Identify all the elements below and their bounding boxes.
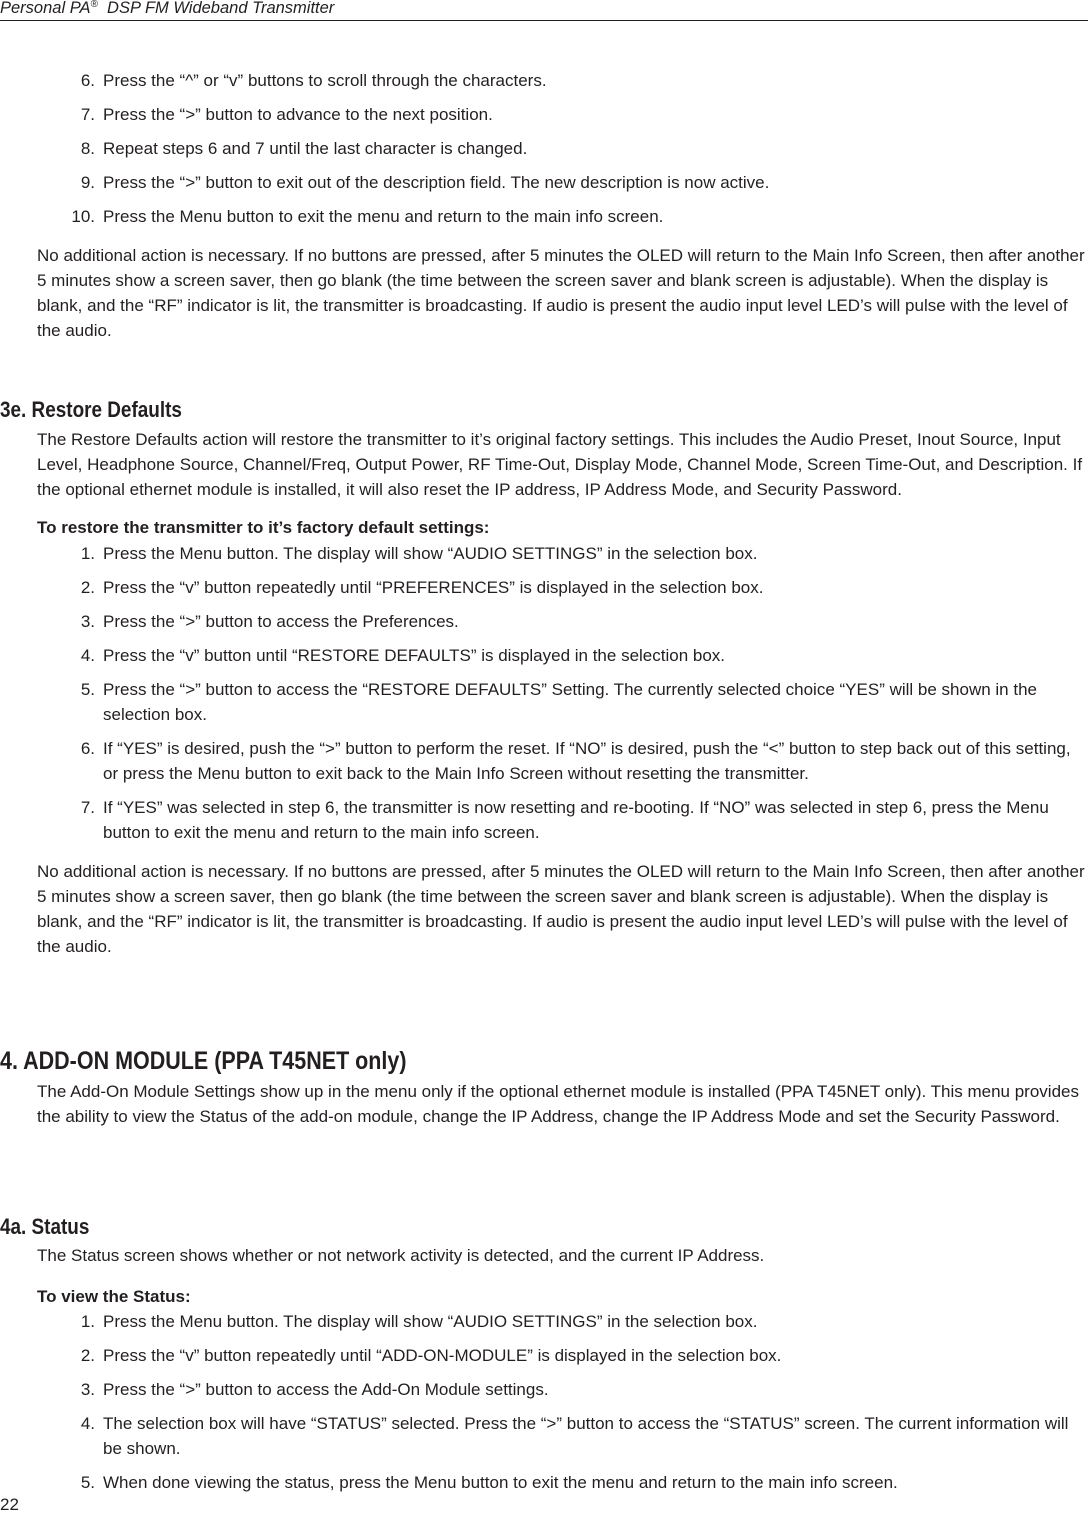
- list-item: [0, 1470, 1088, 1495]
- step-number: 4.: [80, 646, 95, 665]
- step-text: If “YES” is desired, push the “>” button to perform the reset. If “NO” is desired, push the “<” button to step back out of this setting, or press the Menu button to exit back to the Main Info Screen without resetting the transmitter.: [103, 739, 1071, 783]
- list-item: [0, 575, 1088, 600]
- step-text: Press the Menu button. The display will show “AUDIO SETTINGS” in the selection box.: [103, 1312, 758, 1331]
- restore-steps-list: [0, 541, 1088, 854]
- step-text: Press the Menu button to exit the menu and return to the main info screen.: [103, 207, 664, 226]
- step-number: 8.: [80, 139, 95, 158]
- list-item: [0, 643, 1088, 668]
- header-subtitle: DSP FM Wideband Transmitter: [107, 0, 335, 17]
- step-text: Press the “>” button to access the “RESTORE DEFAULTS” Setting. The currently selected choice “YES” will be shown in the selection box.: [103, 680, 1037, 724]
- list-item: [0, 677, 1088, 727]
- registered-mark: ®: [90, 0, 98, 10]
- list-item: [0, 102, 1088, 127]
- section-3e-closing: No additional action is necessary. If no buttons are pressed, after 5 minutes the OLED will return to the Main Info Screen, then after another 5 minutes show a screen saver, then go blank (the time between the screen saver and blank screen is adjustable). When the display is blank, and the “RF” indicator is lit, the transmitter is broadcasting. If audio is present the audio input level LED’s will pulse with the level of the audio.: [37, 862, 1085, 956]
- step-number: 1.: [80, 544, 95, 563]
- list-item: [0, 1377, 1088, 1402]
- step-text: Repeat steps 6 and 7 until the last character is changed.: [103, 139, 528, 158]
- no-action-paragraph: No additional action is necessary. If no buttons are pressed, after 5 minutes the OLED will return to the Main Info Screen, then after another 5 minutes show a screen saver, then go blank (the time between the screen saver and blank screen is adjustable). When the display is blank, and the “RF” indicator is lit, the transmitter is broadcasting. If audio is present the audio input level LED’s will pulse with the level of the audio.: [37, 246, 1085, 340]
- list-item: [0, 795, 1088, 845]
- step-text: Press the “^” or “v” buttons to scroll through the characters.: [103, 71, 547, 90]
- section-4a-subheading: To view the Status:: [37, 1287, 191, 1306]
- header-title: [0, 0, 334, 18]
- step-number: 5.: [80, 680, 95, 699]
- section-4-intro: The Add-On Module Settings show up in the menu only if the optional ethernet module is installed (PPA T45NET only). This menu provides the ability to view the Status of the add-on module, change the IP Address, change the IP Address Mode and set the Security Password.: [37, 1082, 1079, 1126]
- step-number: 3.: [80, 1380, 95, 1399]
- step-number: 6.: [80, 71, 95, 90]
- header-product: Personal PA: [0, 0, 91, 17]
- list-item: [0, 68, 1088, 93]
- section-4a-heading: 4a. Status: [0, 1214, 90, 1239]
- list-item: [0, 136, 1088, 161]
- continued-steps-list: [0, 68, 1088, 238]
- step-number: 3.: [80, 612, 95, 631]
- section-4-heading: 4. ADD-ON MODULE (PPA T45NET only): [0, 1047, 407, 1075]
- step-number: 9.: [80, 173, 95, 192]
- page-header: [0, 0, 1088, 21]
- section-3e-subheading: To restore the transmitter to it’s factory default settings:: [37, 518, 490, 537]
- step-number: 7.: [80, 105, 95, 124]
- list-item: [0, 170, 1088, 195]
- list-item: [0, 609, 1088, 634]
- list-item: [0, 1343, 1088, 1368]
- section-3e-heading: 3e. Restore Defaults: [0, 397, 182, 422]
- list-item: [0, 1309, 1088, 1334]
- status-steps-list: [0, 1309, 1088, 1504]
- list-item: [0, 204, 1088, 229]
- step-text: Press the “>” button to access the Add-On Module settings.: [103, 1380, 549, 1399]
- step-number: 4.: [80, 1414, 95, 1433]
- step-text: Press the “v” button repeatedly until “PREFERENCES” is displayed in the selection box.: [103, 578, 764, 597]
- step-text: Press the “>” button to exit out of the description field. The new description is now active.: [103, 173, 770, 192]
- step-text: Press the Menu button. The display will show “AUDIO SETTINGS” in the selection box.: [103, 544, 758, 563]
- list-item: [0, 736, 1088, 786]
- step-text: Press the “>” button to advance to the next position.: [103, 105, 493, 124]
- step-text: If “YES” was selected in step 6, the transmitter is now resetting and re-booting. If “NO” was selected in step 6, press the Menu button to exit the menu and return to the main info screen.: [103, 798, 1049, 842]
- step-text: When done viewing the status, press the Menu button to exit the menu and return to the main info screen.: [103, 1473, 898, 1492]
- section-4a-intro: The Status screen shows whether or not network activity is detected, and the current IP Address.: [37, 1246, 765, 1265]
- list-item: [0, 1411, 1088, 1461]
- page-number: 22: [0, 1495, 19, 1514]
- step-text: Press the “>” button to access the Preferences.: [103, 612, 459, 631]
- step-number: 10.: [71, 207, 95, 226]
- step-text: Press the “v” button repeatedly until “ADD-ON-MODULE” is displayed in the selection box.: [103, 1346, 782, 1365]
- step-text: Press the “v” button until “RESTORE DEFAULTS” is displayed in the selection box.: [103, 646, 726, 665]
- step-number: 7.: [80, 798, 95, 817]
- list-item: [0, 541, 1088, 566]
- step-number: 2.: [80, 1346, 95, 1365]
- section-3e-intro: The Restore Defaults action will restore the transmitter to it’s original factory settings. This includes the Audio Preset, Inout Source, Input Level, Headphone Source, Channel/Freq, Output Power, RF Time-Out, Display Mode, Channel Mode, Screen Time-Out, and Description. If the optional ethernet module is installed, it will also reset the IP address, IP Address Mode, and Security Password.: [37, 430, 1083, 499]
- step-number: 1.: [80, 1312, 95, 1331]
- step-number: 2.: [80, 578, 95, 597]
- step-number: 6.: [80, 739, 95, 758]
- step-number: 5.: [80, 1473, 95, 1492]
- step-text: The selection box will have “STATUS” selected. Press the “>” button to access the “STATUS” screen. The current information will be shown.: [103, 1414, 1069, 1458]
